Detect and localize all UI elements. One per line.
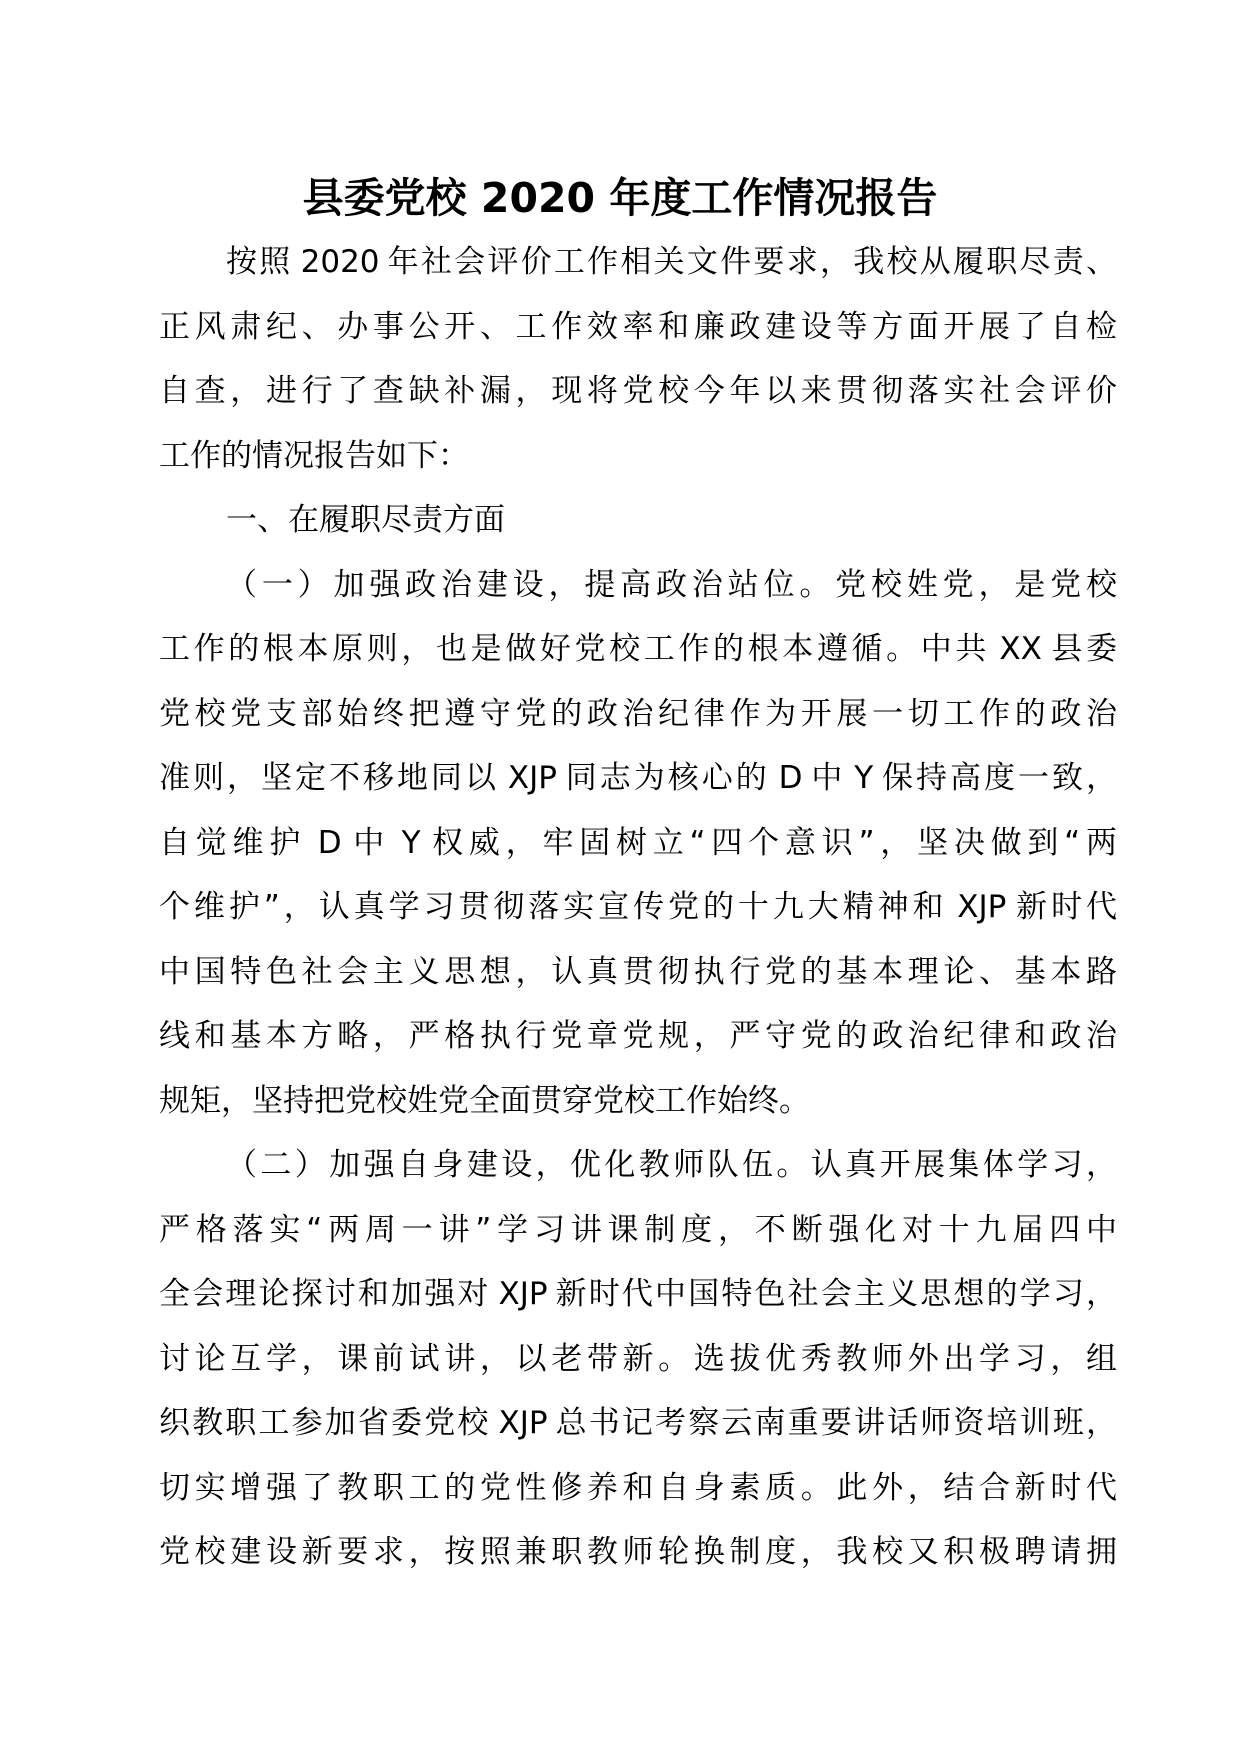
paragraph-intro [159, 230, 1117, 488]
text-line: 全会理论探讨和加强对 XJP 新时代中国特色社会主义思想的学习， [159, 1276, 1117, 1312]
text-line: （一）加强政治建设，提高政治站位。党校姓党，是党校 [226, 566, 1117, 603]
section-heading: 一、在履职尽责方面 [226, 502, 505, 538]
document-title: 县委党校 2020 年度工作情况报告 [302, 174, 938, 222]
text-line: 严格落实“两周一讲”学习讲课制度，不断强化对十九届四中 [159, 1211, 1117, 1248]
text-line: 规矩，坚持把党校姓党全面贯穿党校工作始终。 [159, 1082, 810, 1119]
text-line: 讨论互学，课前试讲，以老带新。选拔优秀教师外出学习，组 [159, 1340, 1117, 1377]
text-line: 工作的根本原则，也是做好党校工作的根本遵循。中共 XX 县委 [159, 631, 1117, 667]
text-line: 个维护”，认真学习贯彻落实宣传党的十九大精神和 XJP 新时代 [159, 889, 1117, 925]
text-line: 织教职工参加省委党校 XJP 总书记考察云南重要讲话师资培训班， [159, 1405, 1117, 1441]
text-line: 党校党支部始终把遵守党的政治纪律作为开展一切工作的政治 [159, 695, 1117, 732]
document-body [159, 230, 1117, 1585]
paragraph-political-building [159, 553, 1117, 1134]
text-line: 正风肃纪、办事公开、工作效率和廉政建设等方面开展了自检 [159, 308, 1117, 345]
text-line: 工作的情况报告如下： [159, 437, 469, 474]
text-line: 准则，坚定不移地同以 XJP 同志为核心的 D 中 Y 保持高度一致， [159, 760, 1117, 796]
text-line: 自查，进行了查缺补漏，现将党校今年以来贯彻落实社会评价 [159, 373, 1117, 409]
text-line: 按照 2020 年社会评价工作相关文件要求，我校从履职尽责、 [226, 244, 1117, 280]
text-line: （二）加强自身建设，优化教师队伍。认真开展集体学习， [226, 1147, 1117, 1183]
text-line: 自觉维护 D 中 Y 权威，牢固树立“四个意识”，坚决做到“两 [159, 824, 1117, 861]
text-line: 切实增强了教职工的党性修养和自身素质。此外，结合新时代 [159, 1469, 1117, 1506]
text-line: 中国特色社会主义思想，认真贯彻执行党的基本理论、基本路 [159, 953, 1117, 990]
text-line: 线和基本方略，严格执行党章党规，严守党的政治纪律和政治 [159, 1018, 1117, 1054]
text-line: 党校建设新要求，按照兼职教师轮换制度，我校又积极聘请拥 [159, 1534, 1117, 1570]
paragraph-self-building [159, 1133, 1117, 1585]
